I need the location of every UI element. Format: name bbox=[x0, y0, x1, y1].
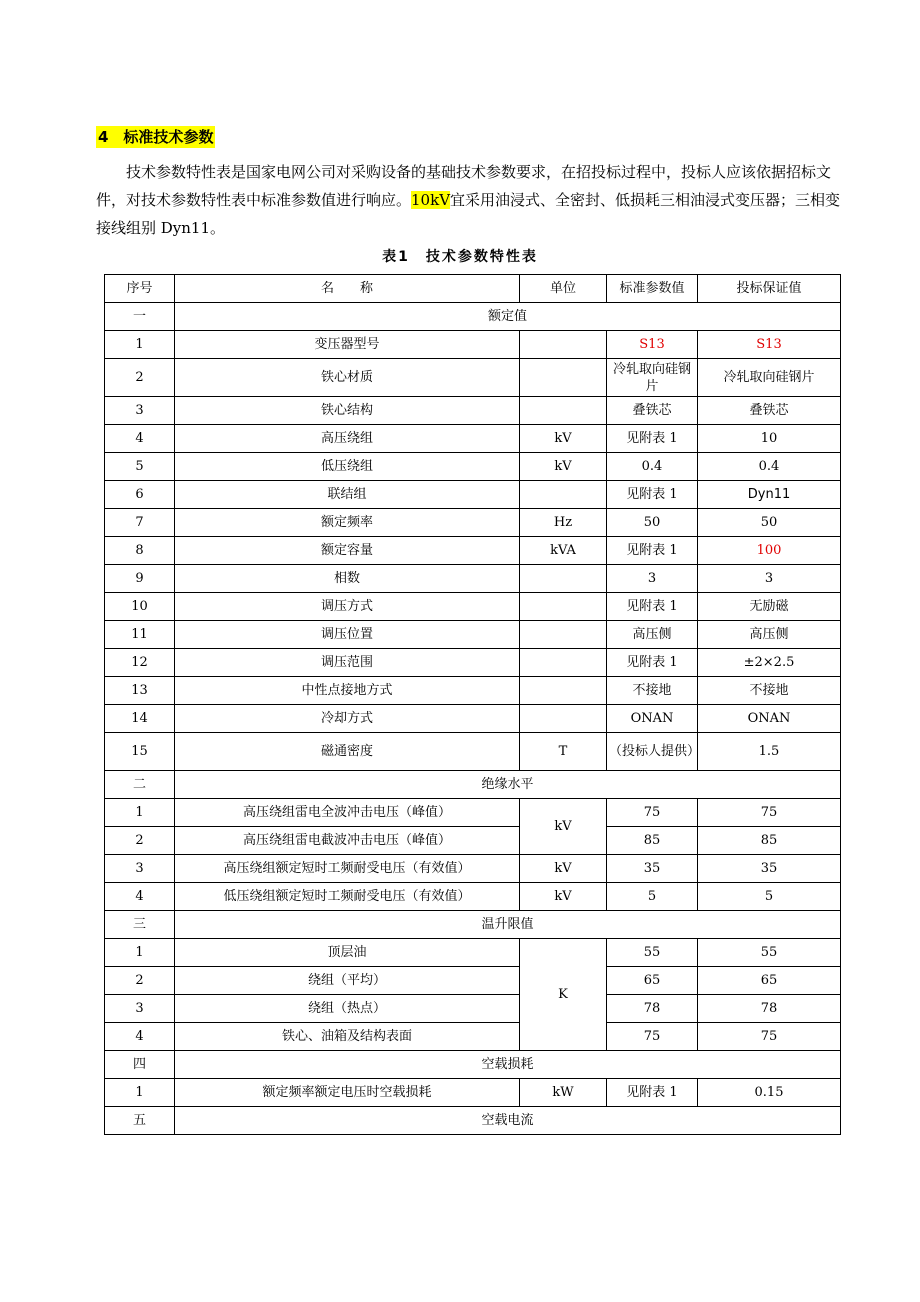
table-row bbox=[105, 883, 841, 911]
row-bid: 0.4 bbox=[698, 453, 841, 481]
row-name: 铁心结构 bbox=[175, 397, 520, 425]
table-row bbox=[105, 1079, 841, 1107]
section-name: 温升限值 bbox=[175, 911, 841, 939]
row-bid: 冷轧取向硅钢片 bbox=[698, 359, 841, 397]
section-name: 空载损耗 bbox=[175, 1051, 841, 1079]
row-name: 调压范围 bbox=[175, 649, 520, 677]
row-bid: 不接地 bbox=[698, 677, 841, 705]
row-name: 绕组（热点） bbox=[175, 995, 520, 1023]
row-no: 15 bbox=[105, 733, 175, 771]
row-unit bbox=[520, 621, 607, 649]
table-row bbox=[105, 677, 841, 705]
table-row bbox=[105, 621, 841, 649]
row-unit: kV bbox=[520, 855, 607, 883]
intro-text-1: 技术参数特性表是国家电网公司对采购设备的基础技术参数要求，在招投标过程中，投标人应该依据招标文件，对技术参数特性表中标准参数值进行响应。 bbox=[96, 163, 832, 209]
row-bid: 高压侧 bbox=[698, 621, 841, 649]
row-bid: 1.5 bbox=[698, 733, 841, 771]
row-bid: 0.15 bbox=[698, 1079, 841, 1107]
row-unit bbox=[520, 481, 607, 509]
row-std: 85 bbox=[607, 827, 698, 855]
row-std: 75 bbox=[607, 799, 698, 827]
row-no: 11 bbox=[105, 621, 175, 649]
row-no: 3 bbox=[105, 855, 175, 883]
table-row bbox=[105, 397, 841, 425]
section-no: 三 bbox=[105, 911, 175, 939]
row-no: 2 bbox=[105, 827, 175, 855]
row-bid: Dyn11 bbox=[698, 481, 841, 509]
row-name: 额定频率额定电压时空载损耗 bbox=[175, 1079, 520, 1107]
row-name: 铁心材质 bbox=[175, 359, 520, 397]
row-std: 35 bbox=[607, 855, 698, 883]
header-cell: 名 称 bbox=[175, 275, 520, 303]
row-bid: 100 bbox=[698, 537, 841, 565]
row-bid: 35 bbox=[698, 855, 841, 883]
row-unit-merged: K bbox=[520, 939, 607, 1051]
row-no: 4 bbox=[105, 1023, 175, 1051]
row-no: 2 bbox=[105, 967, 175, 995]
row-unit: kV bbox=[520, 883, 607, 911]
section-no: 一 bbox=[105, 303, 175, 331]
row-name: 铁心、油箱及结构表面 bbox=[175, 1023, 520, 1051]
row-unit bbox=[520, 593, 607, 621]
row-std: 不接地 bbox=[607, 677, 698, 705]
table-row bbox=[105, 425, 841, 453]
row-bid: 85 bbox=[698, 827, 841, 855]
row-bid: 10 bbox=[698, 425, 841, 453]
table-caption: 表1 技术参数特性表 bbox=[382, 249, 538, 265]
row-name: 低压绕组额定短时工频耐受电压（有效值） bbox=[175, 883, 520, 911]
section-name: 绝缘水平 bbox=[175, 771, 841, 799]
row-bid: 5 bbox=[698, 883, 841, 911]
row-unit bbox=[520, 677, 607, 705]
row-name: 高压绕组额定短时工频耐受电压（有效值） bbox=[175, 855, 520, 883]
row-std: 见附表 1 bbox=[607, 425, 698, 453]
row-name: 联结组 bbox=[175, 481, 520, 509]
row-unit: kW bbox=[520, 1079, 607, 1107]
row-no: 14 bbox=[105, 705, 175, 733]
row-no: 6 bbox=[105, 481, 175, 509]
row-std: 78 bbox=[607, 995, 698, 1023]
row-no: 9 bbox=[105, 565, 175, 593]
row-std: 55 bbox=[607, 939, 698, 967]
row-bid: 75 bbox=[698, 799, 841, 827]
row-name: 额定容量 bbox=[175, 537, 520, 565]
row-bid: S13 bbox=[698, 331, 841, 359]
intro-paragraph bbox=[96, 158, 846, 242]
row-name: 磁通密度 bbox=[175, 733, 520, 771]
table-row bbox=[105, 705, 841, 733]
row-std: ONAN bbox=[607, 705, 698, 733]
row-unit: kV bbox=[520, 453, 607, 481]
table-row bbox=[105, 855, 841, 883]
row-bid: 50 bbox=[698, 509, 841, 537]
row-unit: Hz bbox=[520, 509, 607, 537]
table-row bbox=[105, 649, 841, 677]
header-cell: 投标保证值 bbox=[698, 275, 841, 303]
table-row bbox=[105, 509, 841, 537]
row-name: 额定频率 bbox=[175, 509, 520, 537]
row-unit bbox=[520, 649, 607, 677]
table-row bbox=[105, 565, 841, 593]
row-std: 0.4 bbox=[607, 453, 698, 481]
row-name: 顶层油 bbox=[175, 939, 520, 967]
row-unit bbox=[520, 331, 607, 359]
row-std: 65 bbox=[607, 967, 698, 995]
row-unit: T bbox=[520, 733, 607, 771]
row-no: 12 bbox=[105, 649, 175, 677]
header-cell: 标准参数值 bbox=[607, 275, 698, 303]
row-no: 10 bbox=[105, 593, 175, 621]
section-row bbox=[105, 1051, 841, 1079]
row-std: 高压侧 bbox=[607, 621, 698, 649]
row-bid: 78 bbox=[698, 995, 841, 1023]
row-bid: 75 bbox=[698, 1023, 841, 1051]
row-no: 1 bbox=[105, 1079, 175, 1107]
row-name: 冷却方式 bbox=[175, 705, 520, 733]
row-no: 3 bbox=[105, 397, 175, 425]
table-row bbox=[105, 481, 841, 509]
table-row bbox=[105, 995, 841, 1023]
table-row bbox=[105, 1023, 841, 1051]
row-name: 中性点接地方式 bbox=[175, 677, 520, 705]
table-row bbox=[105, 939, 841, 967]
section-no: 二 bbox=[105, 771, 175, 799]
row-unit bbox=[520, 705, 607, 733]
row-unit bbox=[520, 359, 607, 397]
section-row bbox=[105, 771, 841, 799]
row-no: 5 bbox=[105, 453, 175, 481]
section-no: 五 bbox=[105, 1107, 175, 1135]
row-std: （投标人提供） bbox=[607, 733, 698, 771]
row-no: 4 bbox=[105, 883, 175, 911]
header-cell: 序号 bbox=[105, 275, 175, 303]
row-no: 1 bbox=[105, 939, 175, 967]
row-bid: 65 bbox=[698, 967, 841, 995]
section-heading: 4 标准技术参数 bbox=[98, 128, 214, 146]
row-std: 见附表 1 bbox=[607, 481, 698, 509]
row-name: 绕组（平均） bbox=[175, 967, 520, 995]
intro-highlight: 10kV bbox=[411, 191, 451, 209]
row-name: 高压绕组 bbox=[175, 425, 520, 453]
section-name: 额定值 bbox=[175, 303, 841, 331]
row-std: 冷轧取向硅钢片 bbox=[607, 359, 698, 397]
table-row bbox=[105, 453, 841, 481]
row-name: 调压方式 bbox=[175, 593, 520, 621]
row-no: 3 bbox=[105, 995, 175, 1023]
table-row bbox=[105, 359, 841, 397]
row-std: 见附表 1 bbox=[607, 537, 698, 565]
row-std: 叠铁芯 bbox=[607, 397, 698, 425]
row-unit: kV bbox=[520, 425, 607, 453]
row-std: S13 bbox=[607, 331, 698, 359]
row-std: 3 bbox=[607, 565, 698, 593]
row-no: 13 bbox=[105, 677, 175, 705]
intro-text-2: 宜采用油浸式、全密封、低损耗三相油浸式变压器；三相变接线组别 Dyn11。 bbox=[96, 191, 841, 237]
row-bid: ONAN bbox=[698, 705, 841, 733]
header-row bbox=[105, 275, 841, 303]
table-row bbox=[105, 967, 841, 995]
row-std: 50 bbox=[607, 509, 698, 537]
row-bid: 无励磁 bbox=[698, 593, 841, 621]
section-row bbox=[105, 911, 841, 939]
row-unit-merged: kV bbox=[520, 799, 607, 855]
row-name: 调压位置 bbox=[175, 621, 520, 649]
row-no: 2 bbox=[105, 359, 175, 397]
row-name: 高压绕组雷电全波冲击电压（峰值） bbox=[175, 799, 520, 827]
row-name: 变压器型号 bbox=[175, 331, 520, 359]
row-std: 见附表 1 bbox=[607, 649, 698, 677]
row-unit bbox=[520, 565, 607, 593]
spec-table bbox=[104, 274, 841, 1135]
row-unit: kVA bbox=[520, 537, 607, 565]
row-no: 8 bbox=[105, 537, 175, 565]
row-name: 高压绕组雷电截波冲击电压（峰值） bbox=[175, 827, 520, 855]
row-std: 见附表 1 bbox=[607, 1079, 698, 1107]
row-name: 低压绕组 bbox=[175, 453, 520, 481]
row-unit bbox=[520, 397, 607, 425]
section-row bbox=[105, 303, 841, 331]
row-no: 1 bbox=[105, 331, 175, 359]
row-name: 相数 bbox=[175, 565, 520, 593]
row-bid: 叠铁芯 bbox=[698, 397, 841, 425]
section-row bbox=[105, 1107, 841, 1135]
table-row bbox=[105, 593, 841, 621]
row-no: 7 bbox=[105, 509, 175, 537]
table-row bbox=[105, 537, 841, 565]
row-bid: 55 bbox=[698, 939, 841, 967]
row-no: 1 bbox=[105, 799, 175, 827]
table-row bbox=[105, 733, 841, 771]
header-cell: 单位 bbox=[520, 275, 607, 303]
table-row bbox=[105, 827, 841, 855]
section-name: 空载电流 bbox=[175, 1107, 841, 1135]
table-row bbox=[105, 331, 841, 359]
row-no: 4 bbox=[105, 425, 175, 453]
row-std: 75 bbox=[607, 1023, 698, 1051]
row-bid: ±2×2.5 bbox=[698, 649, 841, 677]
table-row bbox=[105, 799, 841, 827]
section-no: 四 bbox=[105, 1051, 175, 1079]
row-std: 5 bbox=[607, 883, 698, 911]
row-bid: 3 bbox=[698, 565, 841, 593]
row-std: 见附表 1 bbox=[607, 593, 698, 621]
